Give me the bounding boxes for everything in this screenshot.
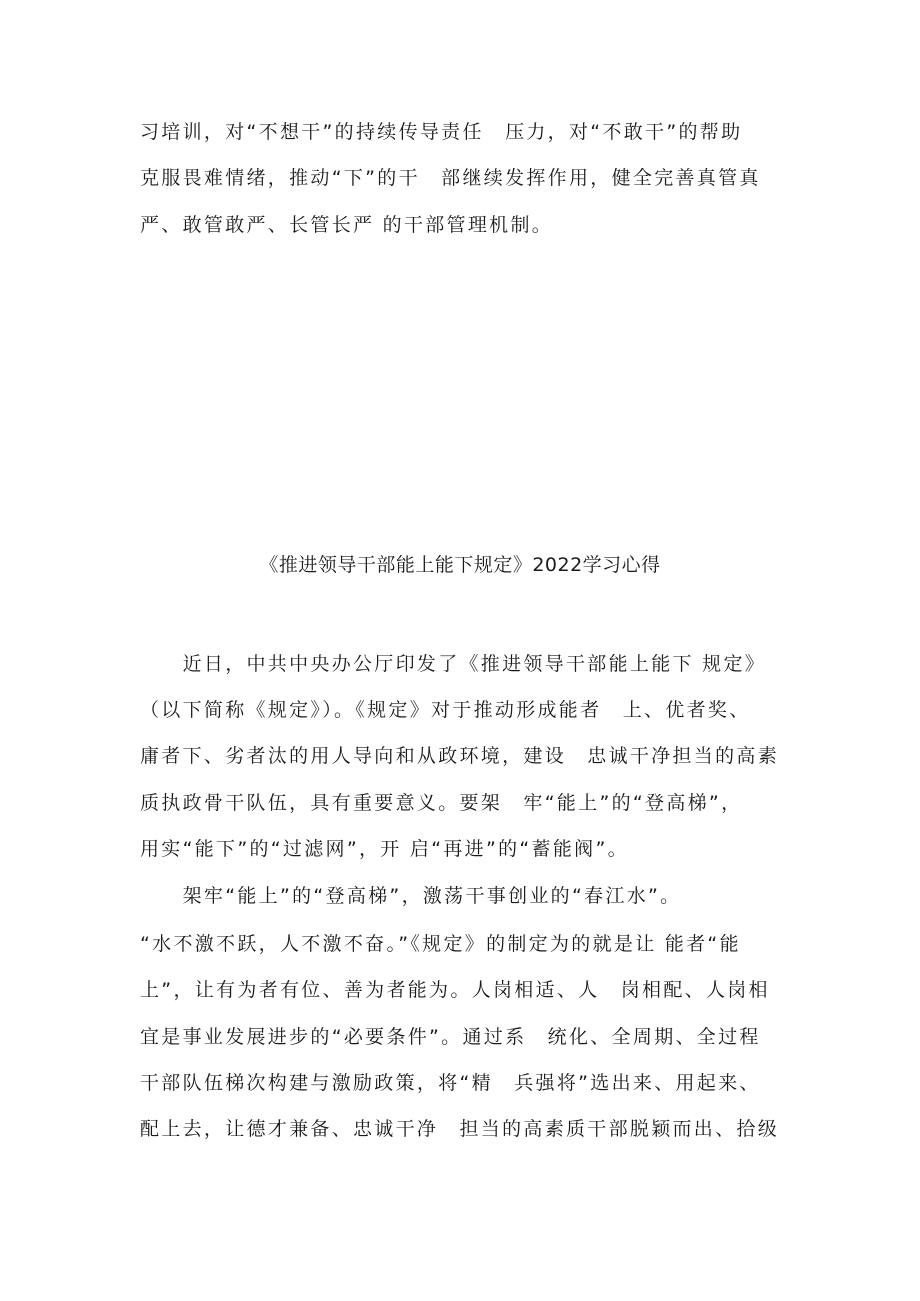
text-line: 严、敢管敢严、长管长严 的干部管理机制。 — [140, 214, 554, 236]
text-line: （以下简称《规定》）。《规定》对于推动形成能者 上、优者奖、 — [140, 699, 751, 721]
text-line: 近日，中共中央办公厅印发了《推进领导干部能上能下 规定》 — [140, 653, 767, 675]
text-line: “水不激不跃，人不激不奋。”《规定》的制定为的就是让 能者“能 — [140, 933, 741, 955]
text-line: 配上去，让德才兼备、忠诚干净 担当的高素质干部脱颖而出、拾级 — [140, 1118, 780, 1140]
text-line: 用实“能下”的“过滤网”，开 启“再进”的“蓄能阀”。 — [140, 838, 629, 860]
text-line: 架牢“能上”的“登高梯”，激荡干事创业的“春江水”。 — [140, 885, 682, 907]
text-line: 习培训，对“不想干”的持续传导责任 压力，对“不敢干”的帮助 — [140, 121, 743, 143]
text-line: 庸者下、劣者汰的用人导向和从政环境，建设 忠诚干净担当的高素 — [140, 745, 780, 767]
text-line: 上”，让有为者有位、善为者能为。人岗相适、人 岗相配、人岗相 — [140, 979, 770, 1001]
text-line: 质执政骨干队伍，具有重要意义。要架 牢“能上”的“登高梯”， — [140, 792, 743, 814]
text-line: 克服畏难情绪，推动“下”的干 部继续发挥作用，健全完善真管真 — [140, 167, 761, 189]
document-title: 《推进领导干部能上能下规定》2022学习心得 — [259, 554, 661, 576]
text-line: 宜是事业发展进步的“必要条件”。通过系 统化、全周期、全过程 — [140, 1026, 761, 1048]
text-line: 干部队伍梯次构建与激励政策，将“精 兵强将”选出来、用起来、 — [140, 1072, 761, 1094]
